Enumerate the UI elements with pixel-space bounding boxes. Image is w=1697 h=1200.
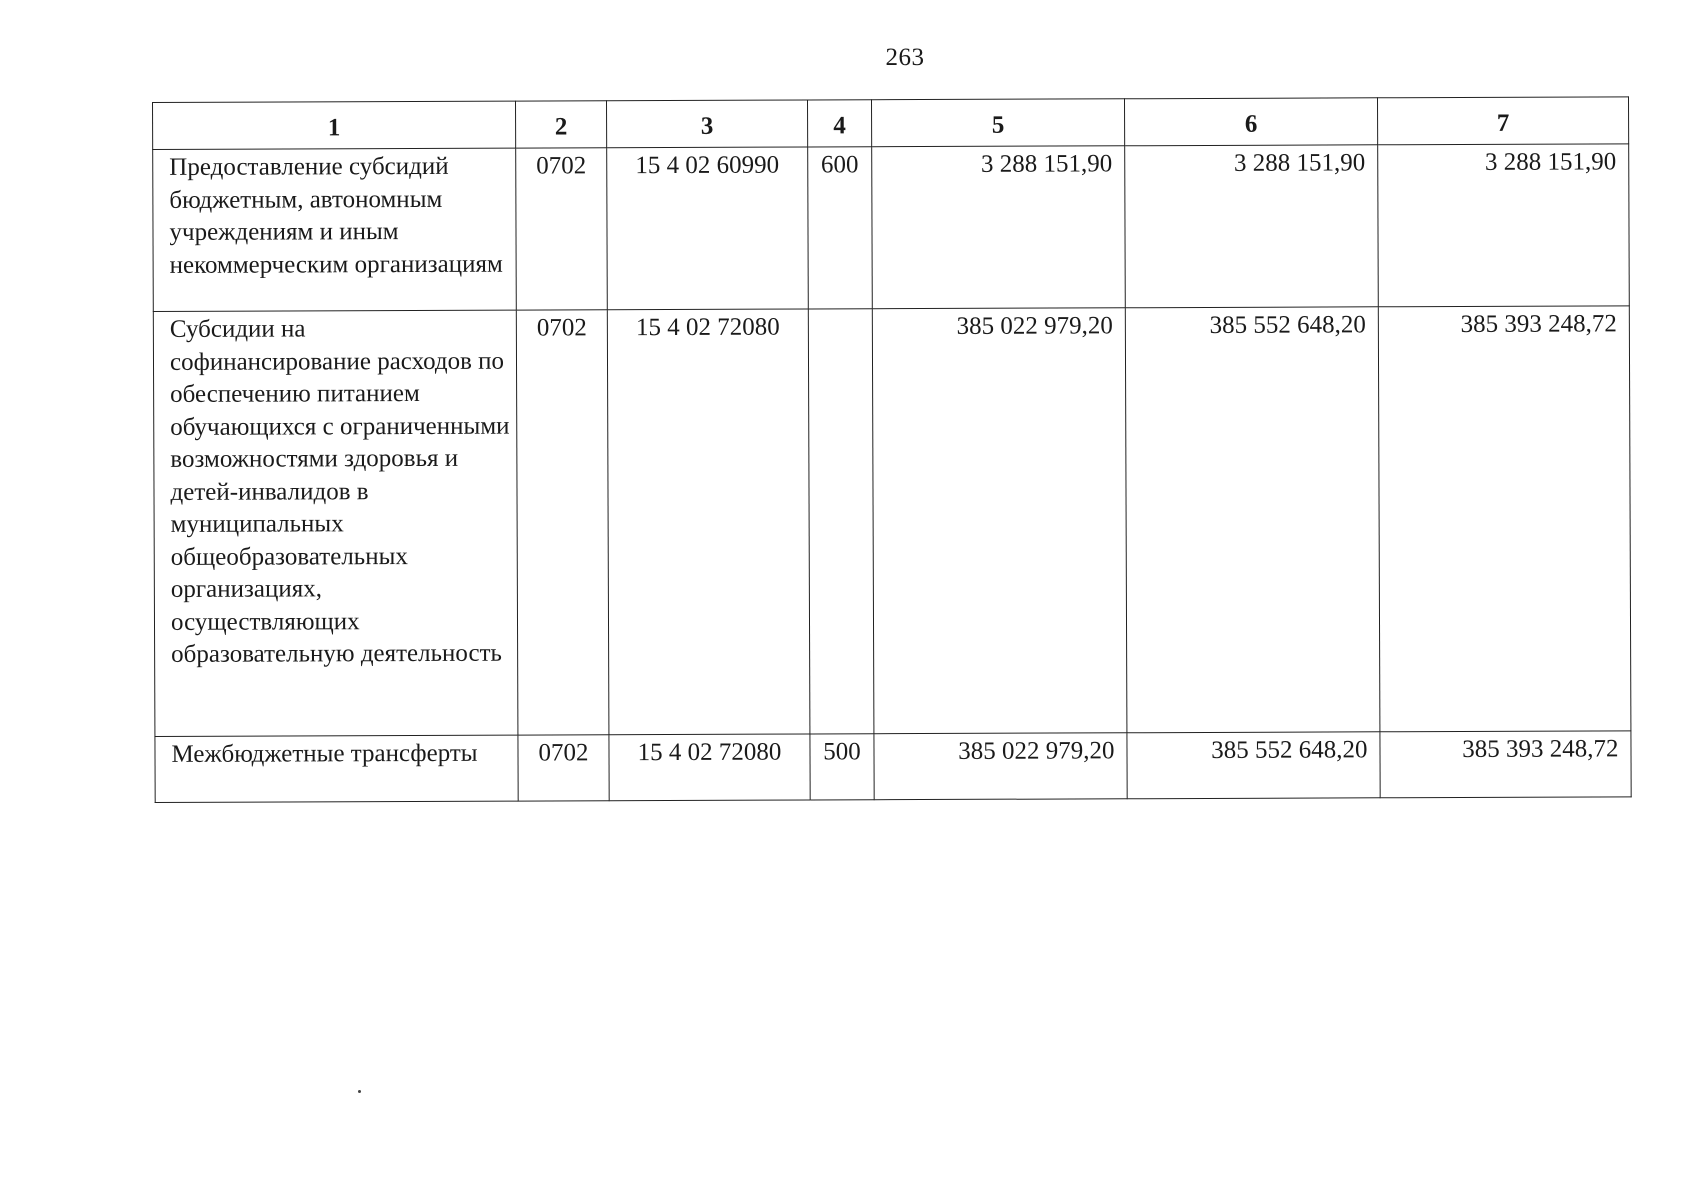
row-expense-type: 500 [810,734,874,800]
row-section: 0702 [516,310,609,735]
row-amount-5: 385 022 979,20 [874,733,1127,800]
row-amount-6: 385 552 648,20 [1125,307,1380,733]
row-amount-5: 385 022 979,20 [872,308,1127,734]
row-target-code: 15 4 02 72080 [609,734,810,801]
table-row [155,731,1631,803]
column-header-1: 1 [153,101,516,149]
row-amount-7: 385 393 248,72 [1378,306,1631,732]
row-expense-type [808,309,874,734]
row-amount-7: 385 393 248,72 [1380,731,1631,798]
row-target-code: 15 4 02 72080 [607,309,810,735]
scan-speck [358,1090,361,1093]
column-header-4: 4 [807,100,871,147]
column-header-5: 5 [871,99,1124,147]
page-number: 263 [885,44,925,71]
header-row [153,97,1629,150]
column-header-3: 3 [606,100,807,148]
row-section: 0702 [518,735,609,801]
column-header-6: 6 [1124,98,1377,146]
budget-table [152,96,1632,803]
row-amount-6: 3 288 151,90 [1125,145,1379,308]
row-name: Предоставление субсидий бюджетным, автономным учреждениям и иным некоммерческим организациям [153,148,517,311]
row-section: 0702 [516,148,608,310]
row-amount-6: 385 552 648,20 [1127,732,1380,799]
row-amount-5: 3 288 151,90 [872,146,1126,309]
column-header-2: 2 [515,101,606,148]
row-expense-type: 600 [808,147,873,309]
row-name: Субсидии на софинансирование расходов по обеспечению питанием обучающихся с ограниченными возможностями здоровья и детей-инвалидов в муниципальных общеобразовательных организациях, осуществляющих образовательную деятельность [153,310,518,736]
table-row [153,306,1631,737]
row-name: Межбюджетные трансферты [155,735,518,802]
column-header-7: 7 [1377,97,1628,145]
row-target-code: 15 4 02 60990 [607,147,809,310]
table-row [153,144,1630,312]
row-amount-7: 3 288 151,90 [1378,144,1630,307]
